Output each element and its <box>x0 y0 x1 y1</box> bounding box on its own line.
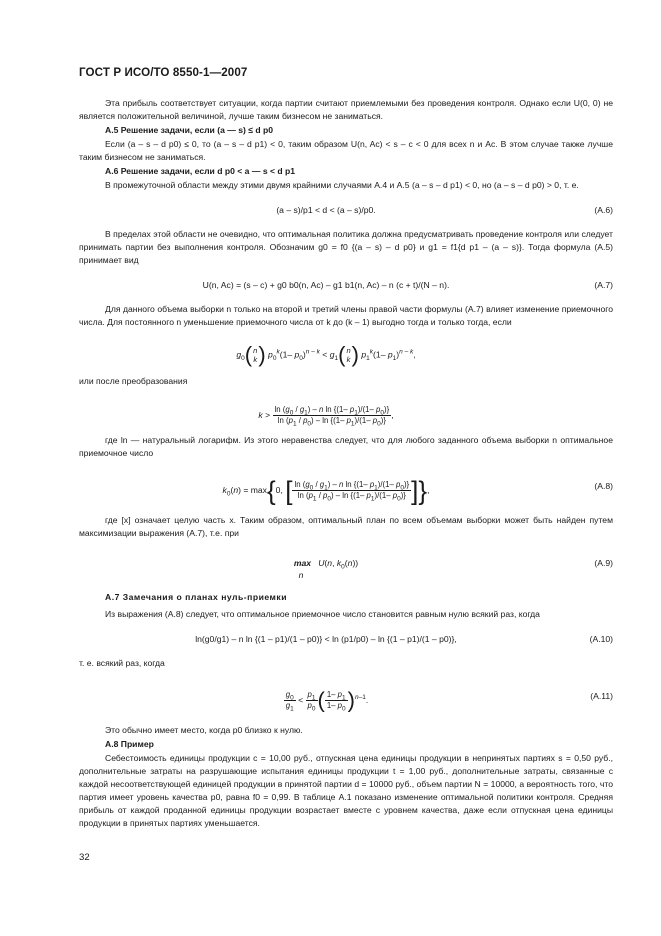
section-a8-heading: А.8 Пример <box>105 739 154 749</box>
equation-a7-formula: U(n, Ac) = (s – c) + g0 b0(n, Ac) – g1 b1(n, Ac) – n (c + t)/(N – n). <box>202 280 450 290</box>
paragraph-a7: Из выражения (А.8) следует, что оптимальное приемочное число становится равным нулю всякий раз, когда <box>105 609 540 619</box>
equation-a7 <box>79 272 613 298</box>
paragraph-usually: Это обычно имеет место, когда p0 близко к нулю. <box>105 725 303 735</box>
document-header: ГОСТ Р ИСО/ТО 8550-1—2007 <box>79 66 248 79</box>
paragraph-a6: В промежуточной области между этими двумя крайними случаями А.4 и А.5 (a – s – d p1) < 0, но (a – s – d p0) > 0, т. е. <box>105 180 579 190</box>
equation-a8-number: (А.8) <box>594 481 613 491</box>
equation-a9-number: (А.9) <box>594 558 613 568</box>
paragraph-sample-size: Для данного объема выборки n только на второй и третий члены правой части формулы (А.7) влияет изменение приемочного числа. Для постоянного n уменьшение приемочного числа от k до (k – 1) выгодно тогда и только тогда, если <box>79 304 613 327</box>
equation-a8: $k_0(n) = \max\{0$, [ $\frac{\ln (g_0 / g_1) - n \ln \{(1- p_1)/(1- p_0)\}}{\ln (p_1 / p_0) - \ln \{(1- p_1)/(1- p_0)\}}$ ]}, (А.8) <box>222 475 613 506</box>
paragraph-ln-definition: где ln — натуральный логарифм. Из этого неравенства следует, что для любого заданного объема выборки n оптимальное приемочное число <box>79 435 613 458</box>
section-a7-heading: А.7 Замечания о планах нуль-приемки <box>105 592 287 602</box>
equation-a10-formula: ln(g0/g1) – n ln {(1 – p1)/(1 – p0)} < ln (p1/p0) – ln {(1 – p1)/(1 – p0)}, <box>195 634 457 644</box>
equation-a11-number: (А.11) <box>590 691 613 701</box>
equation-a7-number: (А.7) <box>594 280 613 290</box>
equation-a10 <box>79 626 613 652</box>
document-body <box>79 97 613 830</box>
paragraph-profit: Эта прибыль соответствует ситуации, когда партии считают приемлемыми без проведения контроля. Однако если U(0, 0) не является положительной величиной, лучше таким бизнесом не заниматься. <box>79 98 613 121</box>
equation-a6-formula: (a – s)/p1 < d < (a – s)/p0. <box>276 205 376 215</box>
paragraph-each-time: т. е. всякий раз, когда <box>79 658 165 668</box>
equation-k-inequality: k > $\frac{\ln (g_0 / g_1) - n \ln \{(1- p_1)/(1- p_0)\}}{\ln (p_1 / p_0) - \ln \{(1- p_1)/(1- p_0)\}}$ , <box>258 405 394 428</box>
paragraph-inside-region: В пределах этой области не очевидно, что оптимальная политика должна предусматривать проведение контроля или следует принимать партии без выполнения контроля. Обозначим g0 = f0 {(a – s) – d p0} и g1 = f1{d p1 – (a – s)}. Тогда формула (А.5) принимает вид <box>79 229 613 265</box>
paragraph-integer-part: где [x] означает целую часть x. Таким образом, оптимальный план по всем объемам выборки может быть найден путем максимизации выражения (А.7), т.е. при <box>79 515 613 538</box>
section-a5-heading: А.5 Решение задачи, если (a — s) ≤ d p0 <box>105 125 274 135</box>
equation-a6-number: (А.6) <box>594 205 613 215</box>
paragraph-example: Себестоимость единицы продукции c = 10,00 руб., отпускная цена единицы продукции в непринятых партиях s = 0,50 руб., дополнительные затраты на разрушающие испытания единицы продукции t = 1,00 руб., дополнительные затраты, связанные с каждой несоответствующей единицей продукции в принятой партии d = 10000 руб., объем партии N = 10000, а вероятность того, что партия имеет уровень качества p0, равна f0 = 0,99. В таблице А.1 показано изменение оптимальной политики контроля. Средняя прибыль от каждой проданной единицы продукции возрастает вместе с уровнем качества, даже если отпускная цена единицы продукции в принятых партиях уменьшается. <box>79 753 613 828</box>
equation-a10-number: (А.10) <box>589 634 613 644</box>
paragraph-a5: Если (a – s – d p0) ≤ 0, то (a – s – d p1) < 0, таким образом U(n, Ac) < s – c < 0 для всех n и Ac. В этом случае также лучше таким бизнесом не заниматься. <box>79 139 613 162</box>
equation-a9: max U(n, $k_0(n)$) n (А.9) <box>293 558 613 580</box>
equation-binomial-inequality: $g_0(n$ k) $p_0^k(1-$ $p_0)^{n - k} < g_1(n$ k) $p_1^k(1-$ $p_1)^{n - k}$, <box>236 342 416 367</box>
paragraph-after-transform: или после преобразования <box>79 376 188 386</box>
equation-a6 <box>79 197 613 223</box>
section-a6-heading: А.6 Решение задачи, если d p0 < a — s < d p1 <box>105 166 296 176</box>
page-number: 32 <box>79 852 90 863</box>
equation-a11: $\frac{g_0}{g_1}$ < $\frac{p_1}{p_0}$ ( $\frac{1- p_1}{1- p_0}$ )$^{n-1}$. (А.11) <box>285 687 613 713</box>
